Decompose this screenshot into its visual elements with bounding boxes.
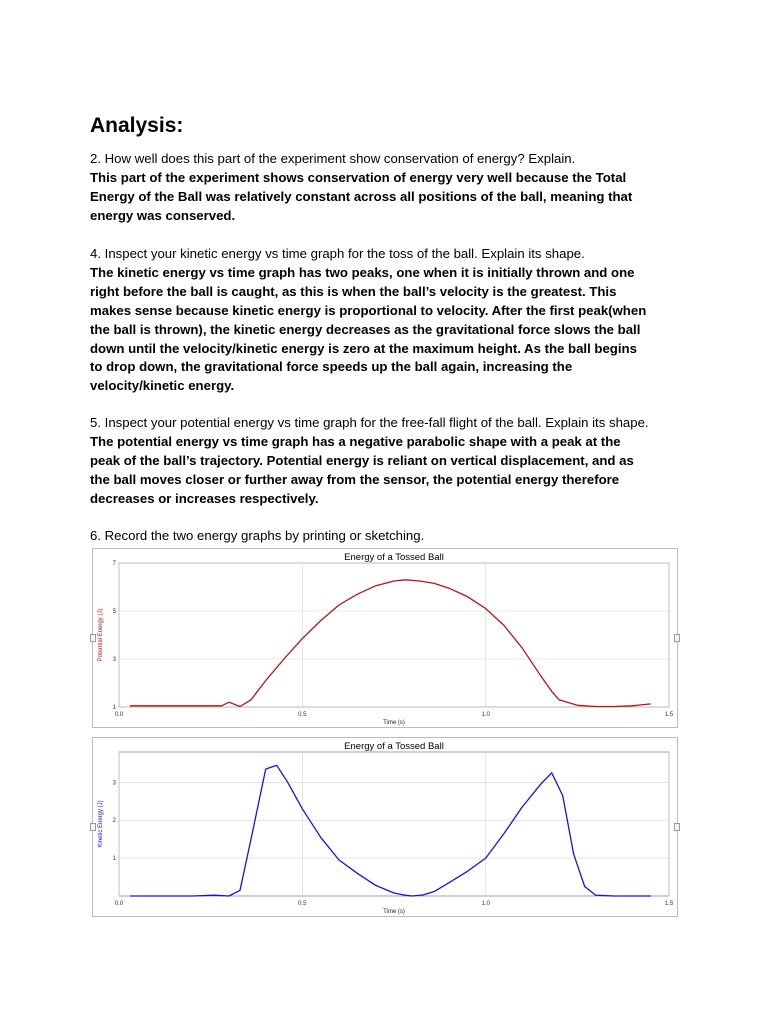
- x-tick-label: 1.0: [481, 712, 490, 718]
- x-tick-label: 0.0: [114, 712, 124, 718]
- x-tick-label: 1.5: [664, 901, 674, 907]
- answer-4-line: to drop down, the gravitational force speeds up the ball again, increasing the: [90, 359, 573, 375]
- plot-frame: [119, 563, 669, 707]
- question-4-block: [90, 245, 690, 396]
- answer-4-line: The kinetic energy vs time graph has two peaks, one when it is initially thrown and one: [90, 264, 635, 280]
- plot-frame: [119, 752, 669, 896]
- y-tick-label: 5: [112, 609, 116, 615]
- answer-2-line: Energy of the Ball was relatively constant across all positions of the ball, meaning that: [90, 188, 633, 204]
- chart-title: Energy of a Tossed Ball: [344, 552, 444, 563]
- answer-5-line: the ball moves closer or further away from the sensor, the potential energy therefore: [90, 471, 620, 487]
- plot-area: [98, 552, 674, 726]
- x-tick-label: 1.5: [664, 712, 674, 718]
- plot-area: [98, 741, 674, 915]
- x-tick-label: 0.5: [298, 901, 307, 907]
- chart-title: Energy of a Tossed Ball: [344, 741, 444, 752]
- answer-5-line: The potential energy vs time graph has a negative parabolic shape with a peak at the: [90, 433, 621, 449]
- answer-2-line: This part of the experiment shows conservation of energy very well because the Total: [90, 169, 627, 185]
- y-axis-label: Potential Energy (J): [98, 608, 104, 662]
- kinetic-energy-chart: [92, 737, 678, 917]
- question-6: 6. Record the two energy graphs by printing or sketching.: [90, 528, 425, 543]
- potential-energy-chart: [92, 548, 678, 728]
- x-tick-label: 0.0: [114, 901, 124, 907]
- question-5: 5. Inspect your potential energy vs time graph for the free-fall flight of the ball. Explain its shape.: [90, 415, 649, 430]
- answer-5-line: peak of the ball’s trajectory. Potential energy is reliant on vertical displacement, and as: [90, 452, 634, 468]
- question-4: 4. Inspect your kinetic energy vs time graph for the toss of the ball. Explain its shape.: [90, 246, 585, 261]
- answer-4-line: makes sense because kinetic energy is proportional to velocity. After the first peak(when: [90, 302, 647, 318]
- x-tick-label: 0.5: [298, 712, 307, 718]
- y-tick-label: 7: [112, 561, 116, 567]
- y-tick-label: 3: [112, 657, 116, 663]
- question-6-block: [90, 527, 690, 546]
- question-5-block: [90, 414, 690, 509]
- question-2-block: [90, 150, 690, 226]
- chart-resize-handle[interactable]: [674, 634, 680, 642]
- y-tick-label: 3: [112, 780, 116, 787]
- question-2: 2. How well does this part of the experiment show conservation of energy? Explain.: [90, 151, 576, 166]
- y-tick-label: 2: [112, 818, 116, 825]
- x-axis-label: Time (s): [383, 909, 405, 915]
- kinetic-energy-chart-svg: [93, 738, 677, 916]
- chart-resize-handle[interactable]: [90, 823, 96, 831]
- answer-4-line: the ball is thrown), the kinetic energy decreases as the gravitational force slows the ball: [90, 321, 641, 337]
- potential-energy-chart-svg: [93, 549, 677, 727]
- answer-2-line: energy was conserved.: [90, 207, 236, 223]
- x-axis-label: Time (s): [383, 720, 405, 726]
- y-tick-label: 1: [112, 856, 116, 863]
- y-tick-label: 1: [112, 705, 116, 711]
- answer-4-line: down until the velocity/kinetic energy is zero at the maximum height. As the ball begins: [90, 340, 637, 356]
- chart-resize-handle[interactable]: [674, 823, 680, 831]
- answer-4-line: right before the ball is caught, as this is when the ball’s velocity is the greatest. This: [90, 283, 617, 299]
- y-axis-label: Kinetic Energy (J): [98, 800, 104, 848]
- answer-4-line: velocity/kinetic energy.: [90, 378, 235, 394]
- analysis-heading: Analysis:: [90, 114, 184, 137]
- answer-5-line: decreases or increases respectively.: [90, 490, 319, 506]
- chart-resize-handle[interactable]: [90, 634, 96, 642]
- x-tick-label: 1.0: [481, 901, 490, 907]
